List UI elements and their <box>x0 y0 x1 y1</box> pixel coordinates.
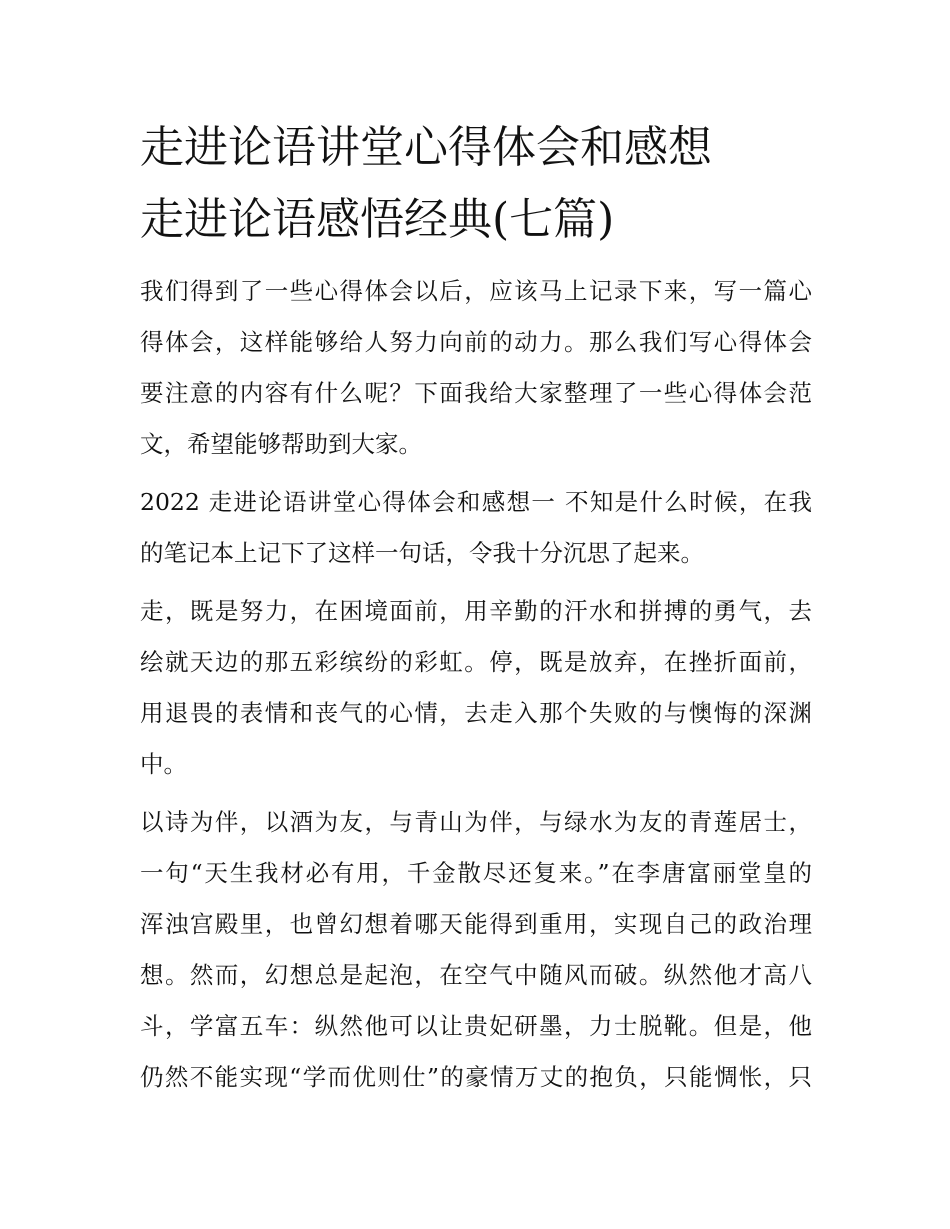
text-line: 走，既是努力，在困境面前，用辛勤的汗水和拼搏的勇气，去 <box>140 597 812 625</box>
text-line: 以诗为伴，以酒为友，与青山为伴，与绿水为友的青莲居士， <box>140 808 812 836</box>
text-line: 文，希望能够帮助到大家。 <box>140 430 422 458</box>
paragraph-walk-and-stop <box>140 586 812 790</box>
text-line: 想。然而，幻想总是起泡，在空气中随风而破。纵然他才高八 <box>140 961 812 989</box>
text-line: 浑浊宫殿里，也曾幻想着哪天能得到重用，实现自己的政治理 <box>140 910 812 938</box>
title-line-1: 走进论语讲堂心得体会和感想 <box>140 122 712 173</box>
document-body <box>140 266 812 1103</box>
paragraph-li-bai <box>140 797 812 1103</box>
text-line: 中。 <box>140 750 187 778</box>
document-content <box>140 112 812 1110</box>
text-line: 用退畏的表情和丧气的心情，去走入那个失败的与懊悔的深渊 <box>140 699 812 727</box>
text-line: 2022 走进论语讲堂心得体会和感想一 不知是什么时候，在我 <box>140 488 812 516</box>
text-line: 的笔记本上记下了这样一句话，令我十分沉思了起来。 <box>140 539 704 567</box>
title-line-2: 走进论语感悟经典(七篇) <box>140 194 615 245</box>
text-line: 一句“天生我材必有用，千金散尽还复来。”在李唐富丽堂皇的 <box>140 859 812 887</box>
paragraph-intro <box>140 266 812 470</box>
text-line: 仍然不能实现“学而优则仕”的豪情万丈的抱负，只能惆怅，只 <box>140 1063 812 1091</box>
paragraph-essay-one-opening <box>140 477 812 579</box>
document-title <box>140 112 812 256</box>
text-line: 绘就天边的那五彩缤纷的彩虹。停，既是放弃，在挫折面前， <box>140 648 812 676</box>
text-line: 得体会，这样能够给人努力向前的动力。那么我们写心得体会 <box>140 328 812 356</box>
text-line: 我们得到了一些心得体会以后，应该马上记录下来，写一篇心 <box>140 277 812 305</box>
text-line: 斗，学富五车：纵然他可以让贵妃研墨，力士脱靴。但是，他 <box>140 1012 812 1040</box>
text-line: 要注意的内容有什么呢？下面我给大家整理了一些心得体会范 <box>140 379 812 407</box>
